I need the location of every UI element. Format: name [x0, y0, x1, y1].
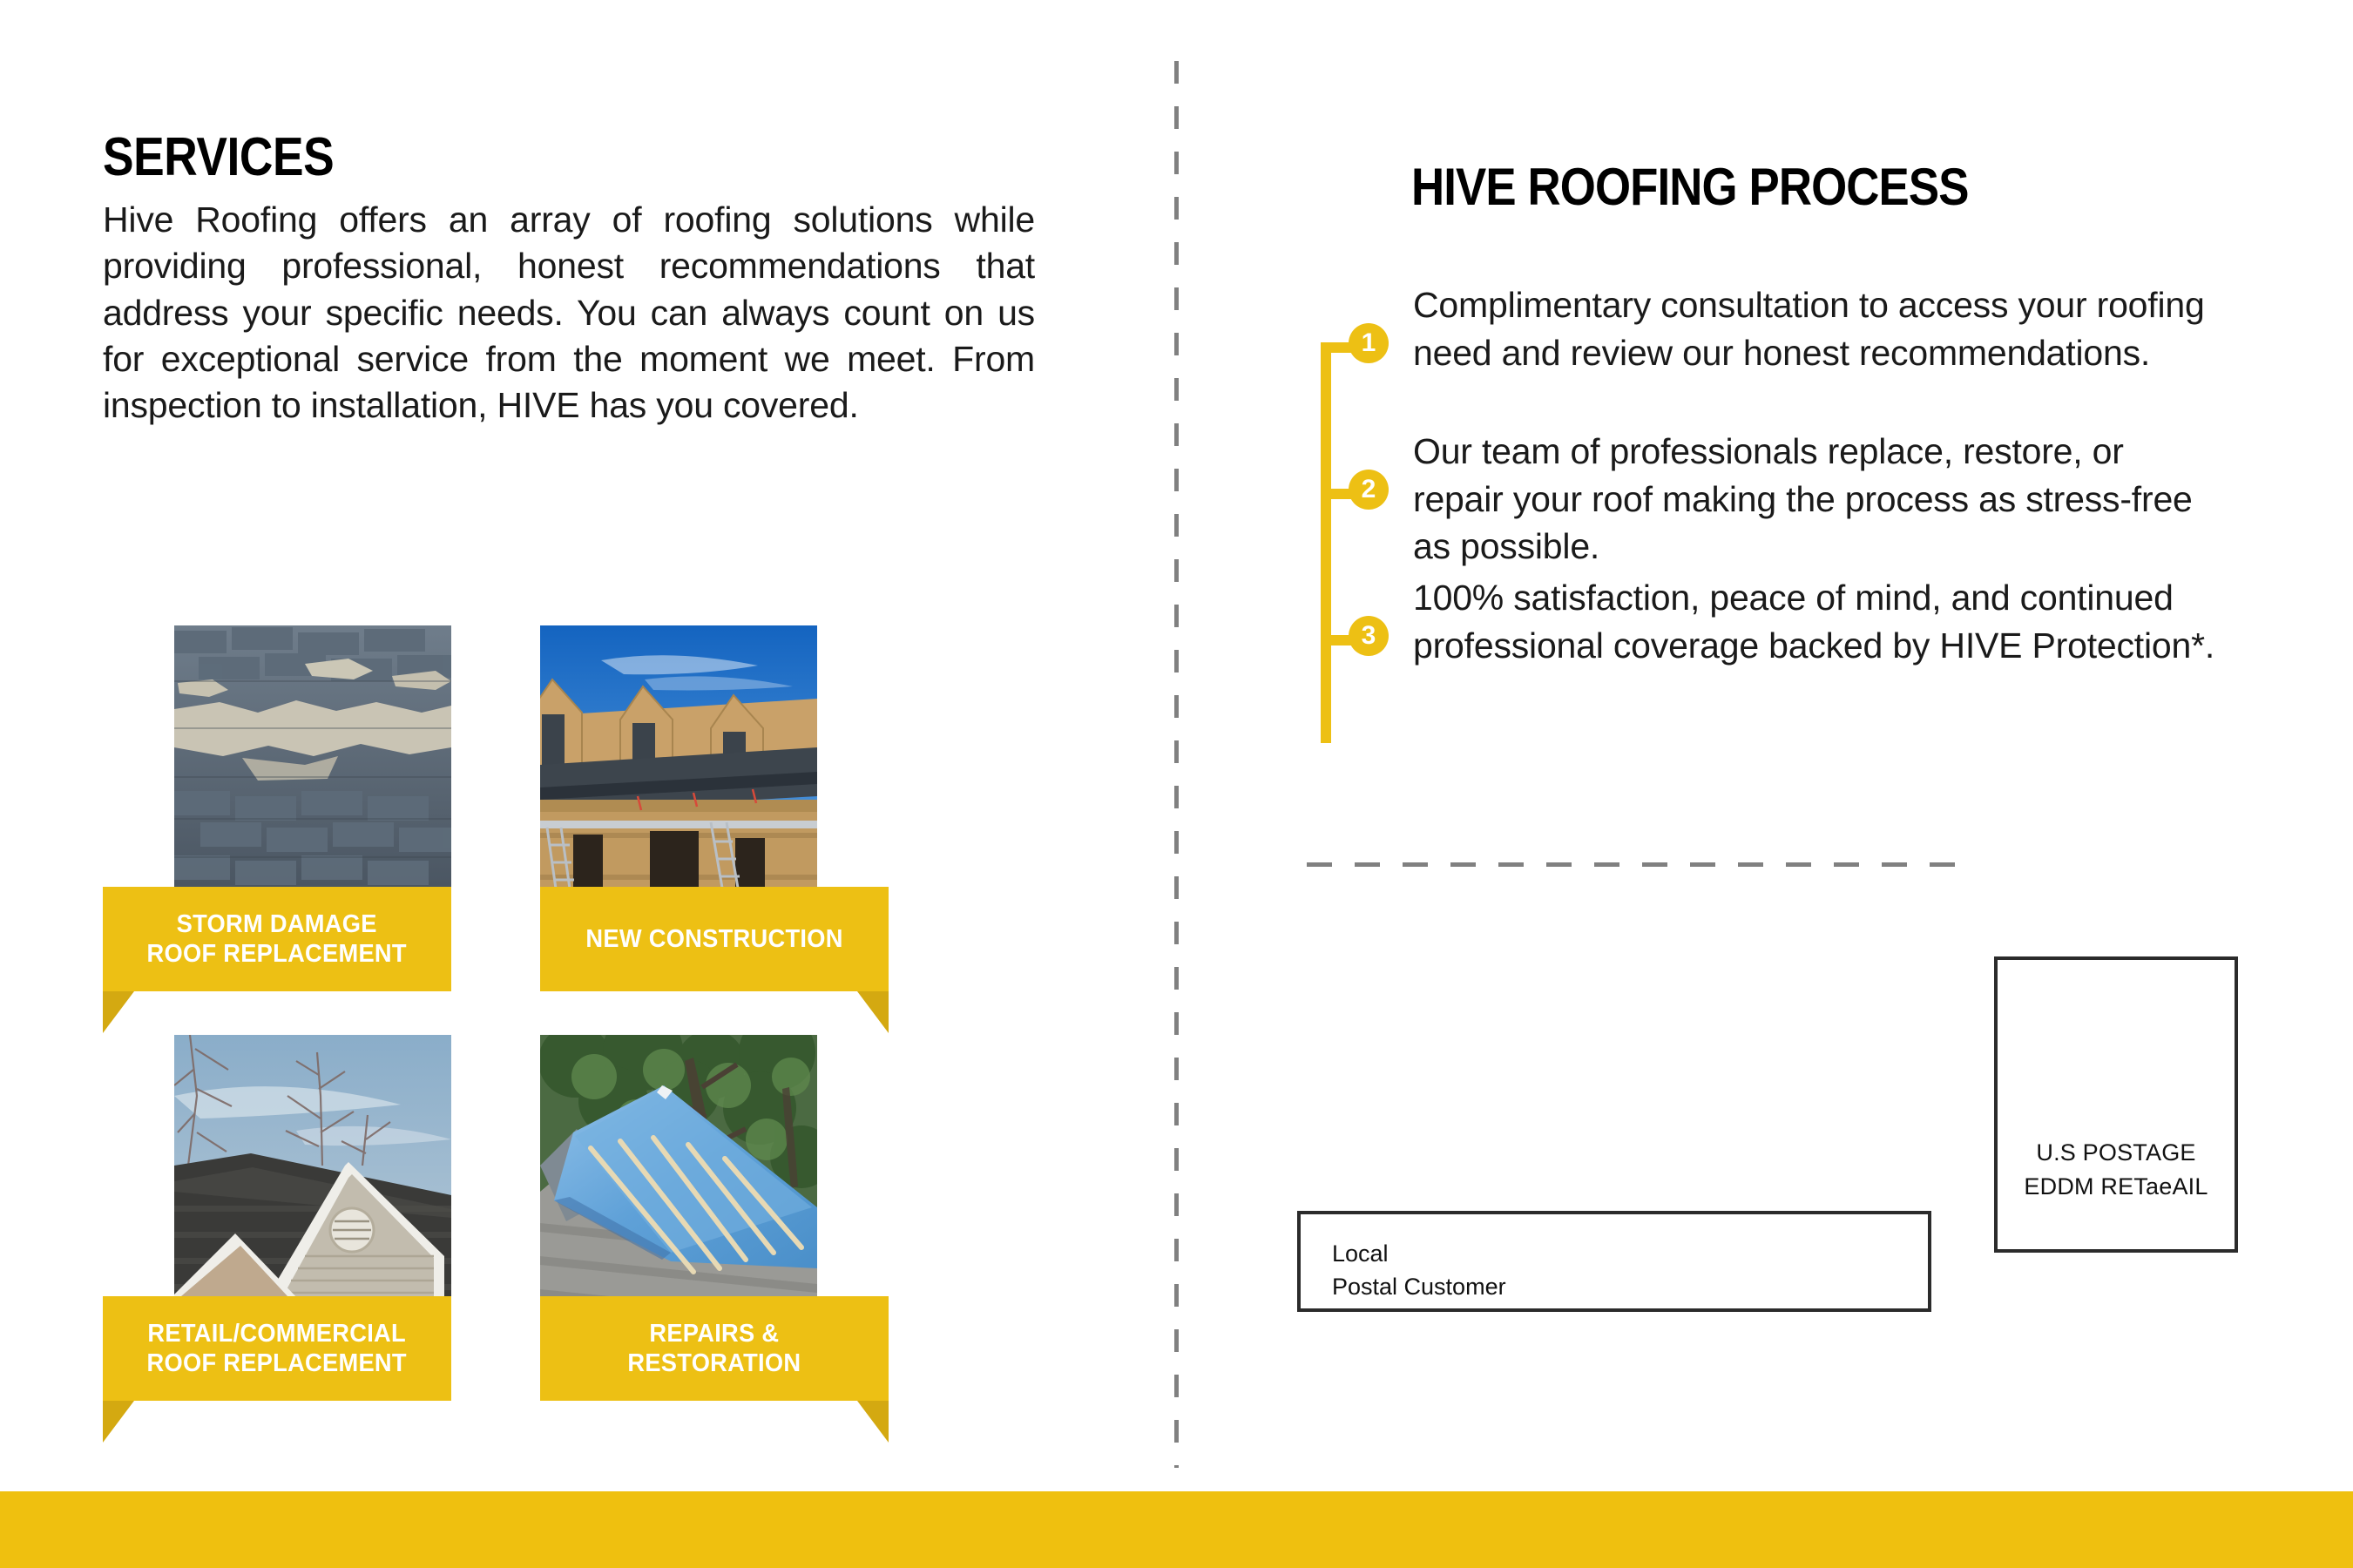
damaged-shingle-roof-image [174, 625, 451, 913]
banner-line-1: REPAIRS & [649, 1319, 780, 1348]
banner-text [585, 924, 842, 954]
banner-line-2: ROOF REPLACEMENT [146, 1349, 408, 1377]
address-line-2: Postal Customer [1332, 1274, 1506, 1301]
banner-text [147, 1319, 407, 1378]
services-description: Hive Roofing offers an array of roofing solutions while providing professional, honest recommendations that address your specific needs. You can always count on us for exceptional service from the moment we meet. From inspection to installation, HIVE has you covered. [103, 199, 1035, 426]
banner-line-1: STORM DAMAGE [176, 909, 378, 938]
step-description: 100% satisfaction, peace of mind, and continued professional coverage backed by HIVE Protection*. [1413, 578, 2215, 666]
banner-line-1: RETAIL/COMMERCIAL [147, 1319, 407, 1348]
step-number-badge: 1 [1349, 323, 1389, 363]
service-label-banner [540, 887, 889, 991]
process-title: HIVE ROOFING PROCESS [1411, 158, 1969, 216]
page-title: SERVICES [103, 127, 335, 187]
address-block [1297, 1211, 1931, 1312]
vertical-dashed-divider [1174, 61, 1179, 1468]
step-number-badge: 2 [1349, 470, 1389, 510]
banner-line-2: ROOF REPLACEMENT [146, 940, 408, 968]
services-card-grid [103, 625, 930, 1444]
card-row [103, 625, 930, 1035]
blue-tarp-roof-image [540, 1035, 817, 1322]
banner-text [628, 1319, 801, 1378]
bottom-accent-bar [0, 1491, 2353, 1568]
service-label-banner [103, 1296, 451, 1401]
banner-line-2: RESTORATION [627, 1349, 801, 1377]
horizontal-dashed-divider [1307, 862, 1978, 867]
services-section [103, 127, 1035, 429]
house-under-construction-image [540, 625, 817, 913]
card-row [103, 1035, 930, 1444]
process-section [1411, 158, 2248, 247]
service-card-repairs-restoration[interactable] [540, 1035, 817, 1377]
step-description: Complimentary consultation to access your roofing need and review our honest recommendations. [1413, 285, 2205, 373]
service-label-banner [103, 887, 451, 991]
postage-indicia-box [1994, 956, 2238, 1253]
process-steps [1307, 283, 2248, 797]
gable-roof-image [174, 1035, 451, 1322]
process-bracket [1321, 342, 1325, 743]
bracket-vertical-line [1321, 342, 1331, 743]
service-card-retail-commercial[interactable] [146, 1035, 451, 1377]
service-card-storm-damage[interactable] [146, 625, 451, 968]
service-label-banner [540, 1296, 889, 1401]
step-description: Our team of professionals replace, restore, or repair your roof making the process as stress-free as possible. [1413, 431, 2193, 567]
step-number-badge: 3 [1349, 616, 1389, 656]
service-card-new-construction[interactable] [540, 625, 843, 953]
postage-line-1: U.S POSTAGE [2036, 1139, 2196, 1166]
banner-line-1: NEW CONSTRUCTION [585, 924, 843, 953]
address-line-1: Local [1332, 1240, 1389, 1267]
banner-text [147, 909, 407, 969]
postage-line-2: EDDM RETaeAIL [2024, 1173, 2208, 1200]
